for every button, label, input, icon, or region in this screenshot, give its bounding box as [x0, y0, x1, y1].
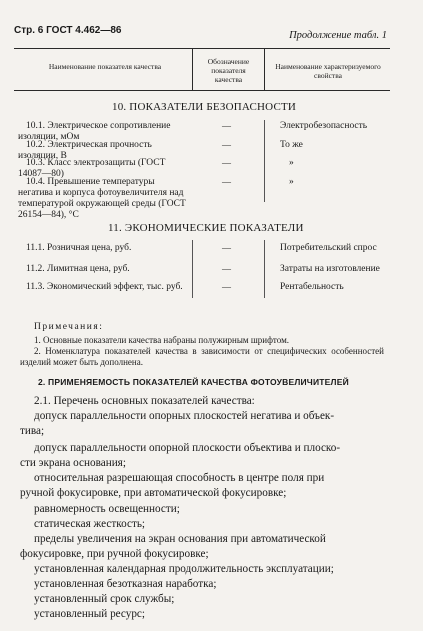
- table-row: 10.1. Электрическое сопротивление изоляции, мОм: [18, 121, 171, 142]
- table-cell-symbol: —: [222, 243, 231, 253]
- table-cell-property: Затраты на изготовление: [280, 264, 380, 274]
- body-line: 2.1. Перечень основных показателей качества:: [34, 395, 255, 407]
- body-line: относительная разрешающая способность в центре поля при: [34, 472, 325, 484]
- table-row: 10.3. Класс электрозащиты (ГОСТ 14087—80): [18, 158, 166, 179]
- table-cell-property: Рентабельность: [280, 282, 344, 292]
- body-line: установленная безотказная наработка;: [34, 578, 217, 590]
- section-title-safety: 10. ПОКАЗАТЕЛИ БЕЗОПАСНОСТИ: [112, 101, 297, 113]
- page-reference: Стр. 6 ГОСТ 4.462—86: [14, 25, 122, 36]
- table-row: 11.3. Экономический эффект, тыс. руб.: [26, 282, 183, 292]
- table-continuation: Продолжение табл. 1: [289, 30, 387, 41]
- table-cell-symbol: —: [222, 177, 231, 187]
- note-item: 2. Номенклатура показателей качества в зависимости от специфических особенностей изделий может быть дополнена.: [20, 346, 384, 367]
- body-line: установленный ресурс;: [34, 608, 146, 620]
- table-cell-symbol: —: [222, 140, 231, 150]
- table-row: 10.2. Электрическая прочность изоляции, В: [18, 140, 152, 161]
- body-line: допуск параллельности опорных плоскостей негатива и объек-: [34, 410, 335, 422]
- column-divider-1: [192, 48, 193, 90]
- body-line: установленная календарная продолжительность эксплуатации;: [34, 563, 334, 575]
- column-divider-2: [264, 48, 265, 90]
- table-cell-property: Потребительский спрос: [280, 243, 377, 253]
- table-top-rule: [14, 48, 390, 49]
- table-cell-symbol: —: [222, 121, 231, 131]
- section-title-applicability: 2. ПРИМЕНЯЕМОСТЬ ПОКАЗАТЕЛЕЙ КАЧЕСТВА ФОТОУВЕЛИЧИТЕЛЕЙ: [38, 377, 349, 387]
- column-header-name: Наименование показателя качества: [48, 62, 162, 71]
- column-divider-body-1: [192, 240, 193, 298]
- table-cell-property: »: [289, 177, 294, 187]
- body-line: тива;: [20, 425, 45, 437]
- table-cell-property: »: [289, 158, 294, 168]
- table-row: 10.4. Превышение температуры негатива и корпуса фотоувеличителя над температурой окружающей среды (ГОСТ 26154—84), °C: [18, 177, 186, 220]
- note-item: 1. Основные показатели качества набраны полужирным шрифтом.: [34, 335, 290, 345]
- table-cell-symbol: —: [222, 282, 231, 292]
- body-line: равномерность освещенности;: [34, 503, 180, 515]
- table-row: 11.1. Розничная цена, руб.: [26, 243, 132, 253]
- column-divider-body-3: [264, 120, 265, 202]
- body-line: установленный срок службы;: [34, 593, 175, 605]
- table-cell-property: Электробезопасность: [280, 121, 368, 131]
- table-cell-symbol: —: [222, 158, 231, 168]
- body-line: сти экрана основания;: [20, 457, 126, 469]
- body-line: пределы увеличения на экран основания при автоматической: [34, 533, 326, 545]
- table-cell-property: То же: [280, 140, 303, 150]
- section-title-economic: 11. ЭКОНОМИЧЕСКИЕ ПОКАЗАТЕЛИ: [108, 222, 304, 234]
- table-row: 11.2. Лимитная цена, руб.: [26, 264, 130, 274]
- body-line: статическая жесткость;: [34, 518, 146, 530]
- table-header-bottom-rule: [14, 90, 390, 91]
- column-header-symbol: Обозначение показателя качества: [207, 57, 250, 84]
- column-header-property: Наименование характеризуемого свойства: [275, 62, 381, 80]
- body-line: фокусировке, при ручной фокусировке;: [20, 548, 209, 560]
- notes-heading: Примечания:: [34, 322, 104, 332]
- table-cell-symbol: —: [222, 264, 231, 274]
- body-line: допуск параллельности опорной плоскости объектива и плоско-: [34, 442, 341, 454]
- body-line: ручной фокусировке, при автоматической фокусировке;: [20, 487, 287, 499]
- column-divider-body-2: [264, 240, 265, 298]
